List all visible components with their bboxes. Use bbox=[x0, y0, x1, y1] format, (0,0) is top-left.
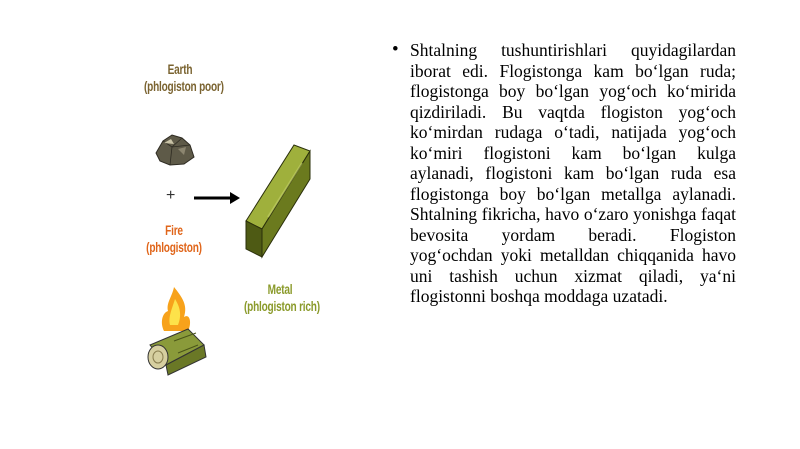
earth-label-subtitle: (phlogiston poor) bbox=[144, 78, 224, 94]
bullet-item bbox=[392, 40, 736, 307]
fire-label-subtitle: (phlogiston) bbox=[146, 239, 202, 255]
earth-label bbox=[144, 61, 224, 95]
rock-icon bbox=[154, 131, 196, 167]
phlogiston-diagram bbox=[130, 55, 330, 385]
plus-sign: + bbox=[166, 187, 176, 204]
burning-log-icon bbox=[144, 283, 210, 377]
body-paragraph: Shtalning tushuntirishlari quyidagilardan iborat edi. Flogistonga kam bo‘lgan ruda; flogistonga boy bo‘lgan yog‘och ko‘mirida qizdiriladi. Bu vaqtda flogiston yog‘och ko‘mirdan rudaga o‘tadi, natijada yog‘och ko‘miri flogistoni kam bo‘lgan kulga aylanadi, flogistoni kam bo‘lgan ruda esa flogistonga boy bo‘lgan metallga aylanadi. Shtalning fikricha, havo o‘zaro yonishga faqat bevosita yordam beradi. Flogiston yog‘ochdan yoki metalldan chiqqanida havo uni tashish uchun xizmat qiladi, ya‘ni flogistonni boshqa moddaga uzatadi. bbox=[410, 40, 736, 306]
metal-label-subtitle: (phlogiston rich) bbox=[244, 298, 320, 314]
bullet-marker: • bbox=[392, 39, 399, 60]
arrow-right-icon bbox=[194, 191, 240, 205]
fire-label bbox=[142, 222, 205, 256]
earth-label-title: Earth bbox=[167, 61, 193, 77]
text-column bbox=[392, 40, 736, 307]
metal-label bbox=[244, 281, 320, 315]
metal-label-title: Metal bbox=[267, 281, 293, 297]
fire-label-title: Fire bbox=[165, 222, 183, 238]
metal-bar-icon bbox=[244, 143, 312, 259]
